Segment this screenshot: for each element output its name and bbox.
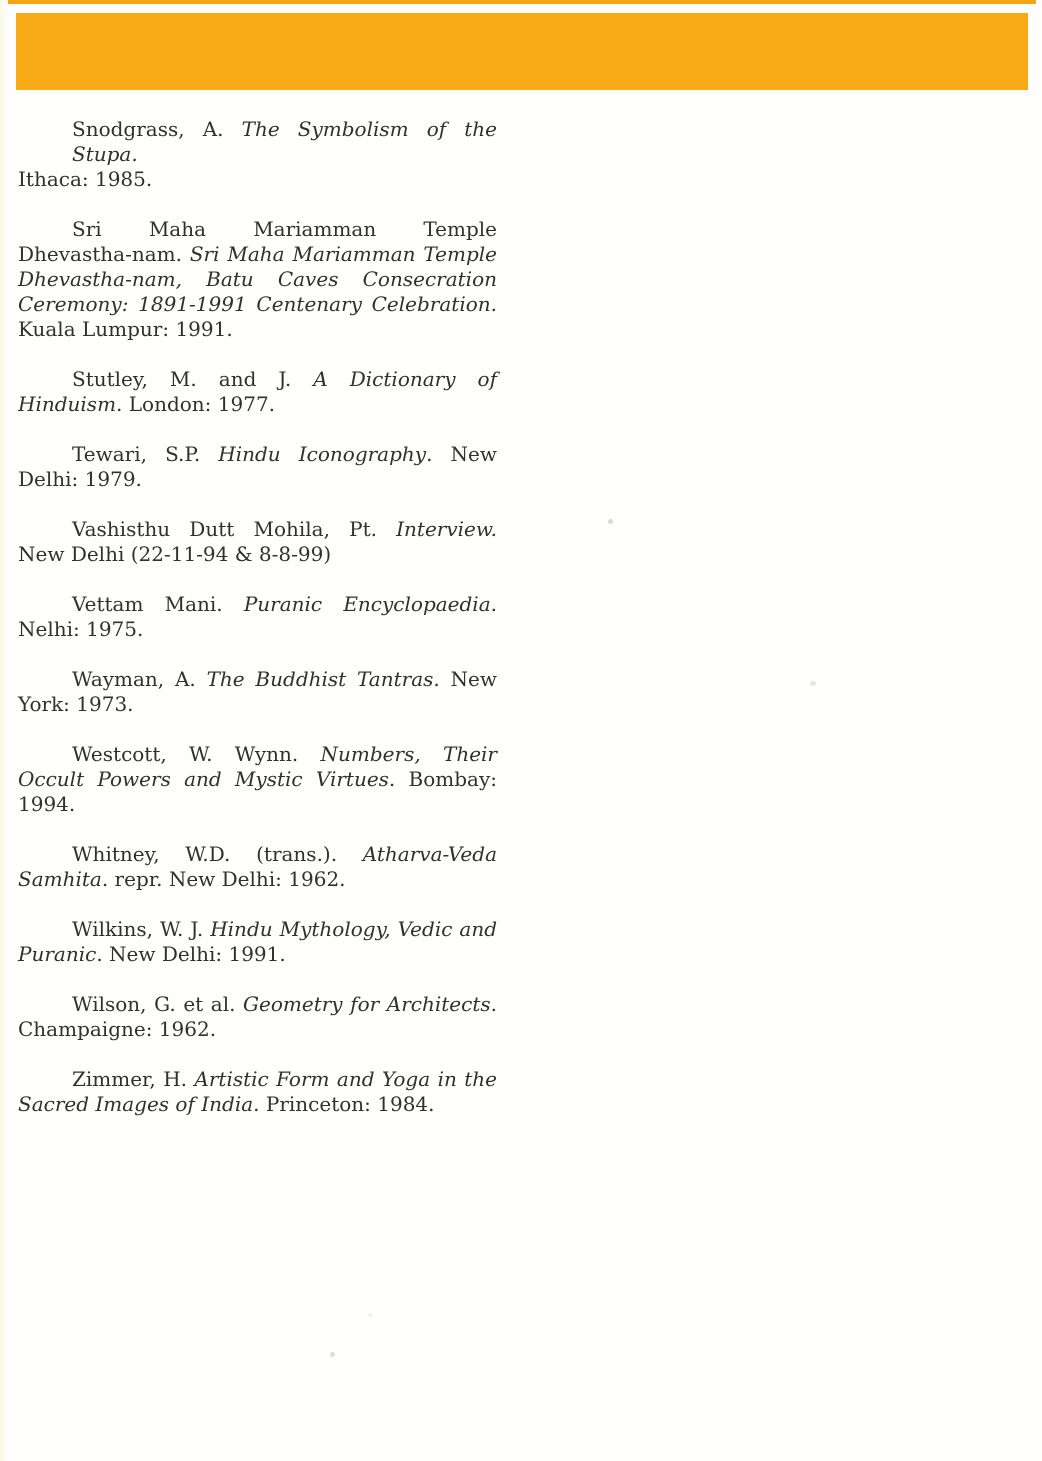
entry-title-segment: Artistic Form and Yoga in the xyxy=(194,1067,498,1091)
entry-text-segment: Sri Maha Mariamman Temple xyxy=(72,217,497,241)
header-orange-band xyxy=(16,13,1028,90)
scan-speck xyxy=(810,681,816,686)
bibliography xyxy=(18,117,497,1117)
bibliography-entry xyxy=(18,917,497,967)
entry-text-segment: Wilson, G. et al. xyxy=(72,992,244,1016)
bibliography-entry xyxy=(18,442,497,492)
entry-title-segment: Interview. xyxy=(396,517,497,541)
entry-line xyxy=(18,867,497,892)
entry-text-segment: 1994. xyxy=(18,792,76,816)
entry-line xyxy=(18,1017,497,1042)
entry-text-segment: Nelhi: 1975. xyxy=(18,617,144,641)
bibliography-entry xyxy=(18,517,497,567)
entry-line xyxy=(18,842,497,867)
entry-title-segment: The Buddhist Tantras xyxy=(206,667,434,691)
entry-line xyxy=(18,792,497,817)
entry-text-segment: . Princeton: 1984. xyxy=(253,1092,435,1116)
entry-line xyxy=(18,692,497,717)
bibliography-entry xyxy=(18,592,497,642)
entry-title-segment: Samhita xyxy=(18,867,102,891)
bibliography-entry xyxy=(18,742,497,817)
entry-line xyxy=(18,217,497,242)
entry-line xyxy=(18,1092,497,1117)
entry-line xyxy=(18,942,497,967)
entry-title-segment: Occult Powers and Mystic Virtues xyxy=(18,767,389,791)
entry-text-segment: . xyxy=(490,992,497,1016)
entry-title-segment: Atharva-Veda xyxy=(362,842,497,866)
bibliography-entry xyxy=(18,992,497,1042)
entry-text-segment: Zimmer, H. xyxy=(72,1067,195,1091)
entry-line xyxy=(18,517,497,542)
entry-title-segment: Hindu Mythology, Vedic and xyxy=(210,917,498,941)
entry-text-segment: . New xyxy=(433,667,498,691)
bibliography-entry xyxy=(18,217,497,342)
entry-text-segment: Snodgrass, A. xyxy=(72,117,242,141)
entry-text-segment: Stutley, M. and J. xyxy=(72,367,314,391)
entry-title-segment: A Dictionary of xyxy=(313,367,497,391)
entry-text-segment: Tewari, S.P. xyxy=(72,442,219,466)
entry-text-segment: . xyxy=(490,592,497,616)
entry-text-segment: Ithaca: 1985. xyxy=(18,167,153,191)
scan-speck xyxy=(608,519,613,524)
entry-text-segment: Wayman, A. xyxy=(72,667,207,691)
entry-text-segment: Wilkins, W. J. xyxy=(72,917,211,941)
entry-text-segment: Westcott, W. Wynn. xyxy=(72,742,321,766)
page-left-edge-tint xyxy=(0,0,9,1461)
entry-title-segment: Geometry for Architects xyxy=(243,992,491,1016)
entry-text-segment: Vettam Mani. xyxy=(72,592,244,616)
entry-line xyxy=(18,442,497,467)
entry-title-segment: Numbers, Their xyxy=(320,742,497,766)
entry-title-segment: Hindu Iconography xyxy=(218,442,427,466)
entry-line xyxy=(18,667,497,692)
entry-line xyxy=(18,767,497,792)
entry-title-segment: Hinduism xyxy=(18,392,117,416)
entry-text-segment: . New xyxy=(426,442,497,466)
entry-line xyxy=(18,542,497,567)
entry-line xyxy=(18,392,497,417)
entry-line xyxy=(18,742,497,767)
entry-line xyxy=(18,292,497,317)
top-orange-sliver xyxy=(8,0,1036,4)
entry-title-segment: Puranic xyxy=(18,942,97,966)
scan-speck xyxy=(330,1352,335,1357)
entry-title-segment: Sacred Images of India xyxy=(18,1092,254,1116)
entry-title-segment: Ceremony: 1891-1991 Centenary Celebration. xyxy=(18,292,497,316)
entry-text-segment: Champaigne: 1962. xyxy=(18,1017,217,1041)
entry-title-segment: Dhevastha-nam, Batu Caves Consecration xyxy=(18,267,497,291)
scan-speck xyxy=(368,1313,373,1317)
entry-text-segment: . Bombay: xyxy=(388,767,497,791)
entry-text-segment: New Delhi (22-11-94 & 8-8-99) xyxy=(18,542,332,566)
entry-title-segment: Sri Maha Mariamman Temple xyxy=(189,242,498,266)
entry-line xyxy=(18,617,497,642)
bibliography-entry xyxy=(18,117,497,192)
entry-text-segment: . London: 1977. xyxy=(116,392,276,416)
entry-text-segment: . repr. New Delhi: 1962. xyxy=(101,867,346,891)
entry-text-segment: Vashisthu Dutt Mohila, Pt. xyxy=(72,517,397,541)
entry-line xyxy=(18,467,497,492)
entry-line xyxy=(18,992,497,1017)
entry-line xyxy=(18,267,497,292)
entry-line xyxy=(18,242,497,267)
entry-title-segment: Puranic Encyclopaedia xyxy=(243,592,491,616)
entry-text-segment: Dhevastha-nam. xyxy=(18,242,190,266)
entry-line xyxy=(18,1067,497,1092)
entry-line xyxy=(18,167,497,192)
entry-text-segment: York: 1973. xyxy=(18,692,134,716)
entry-line xyxy=(18,917,497,942)
entry-text-segment: Whitney, W.D. (trans.). xyxy=(72,842,363,866)
entry-text-segment: . New Delhi: 1991. xyxy=(96,942,286,966)
entry-line xyxy=(18,317,497,342)
entry-line xyxy=(18,367,497,392)
bibliography-entry xyxy=(18,842,497,892)
bibliography-entry xyxy=(18,1067,497,1117)
entry-text-segment: Kuala Lumpur: 1991. xyxy=(18,317,233,341)
entry-text-segment: Delhi: 1979. xyxy=(18,467,142,491)
entry-line xyxy=(18,592,497,617)
bibliography-entry xyxy=(18,367,497,417)
entry-line xyxy=(18,117,497,167)
entry-title-segment: The Symbolism of the Stupa. xyxy=(72,117,497,166)
bibliography-entry xyxy=(18,667,497,717)
